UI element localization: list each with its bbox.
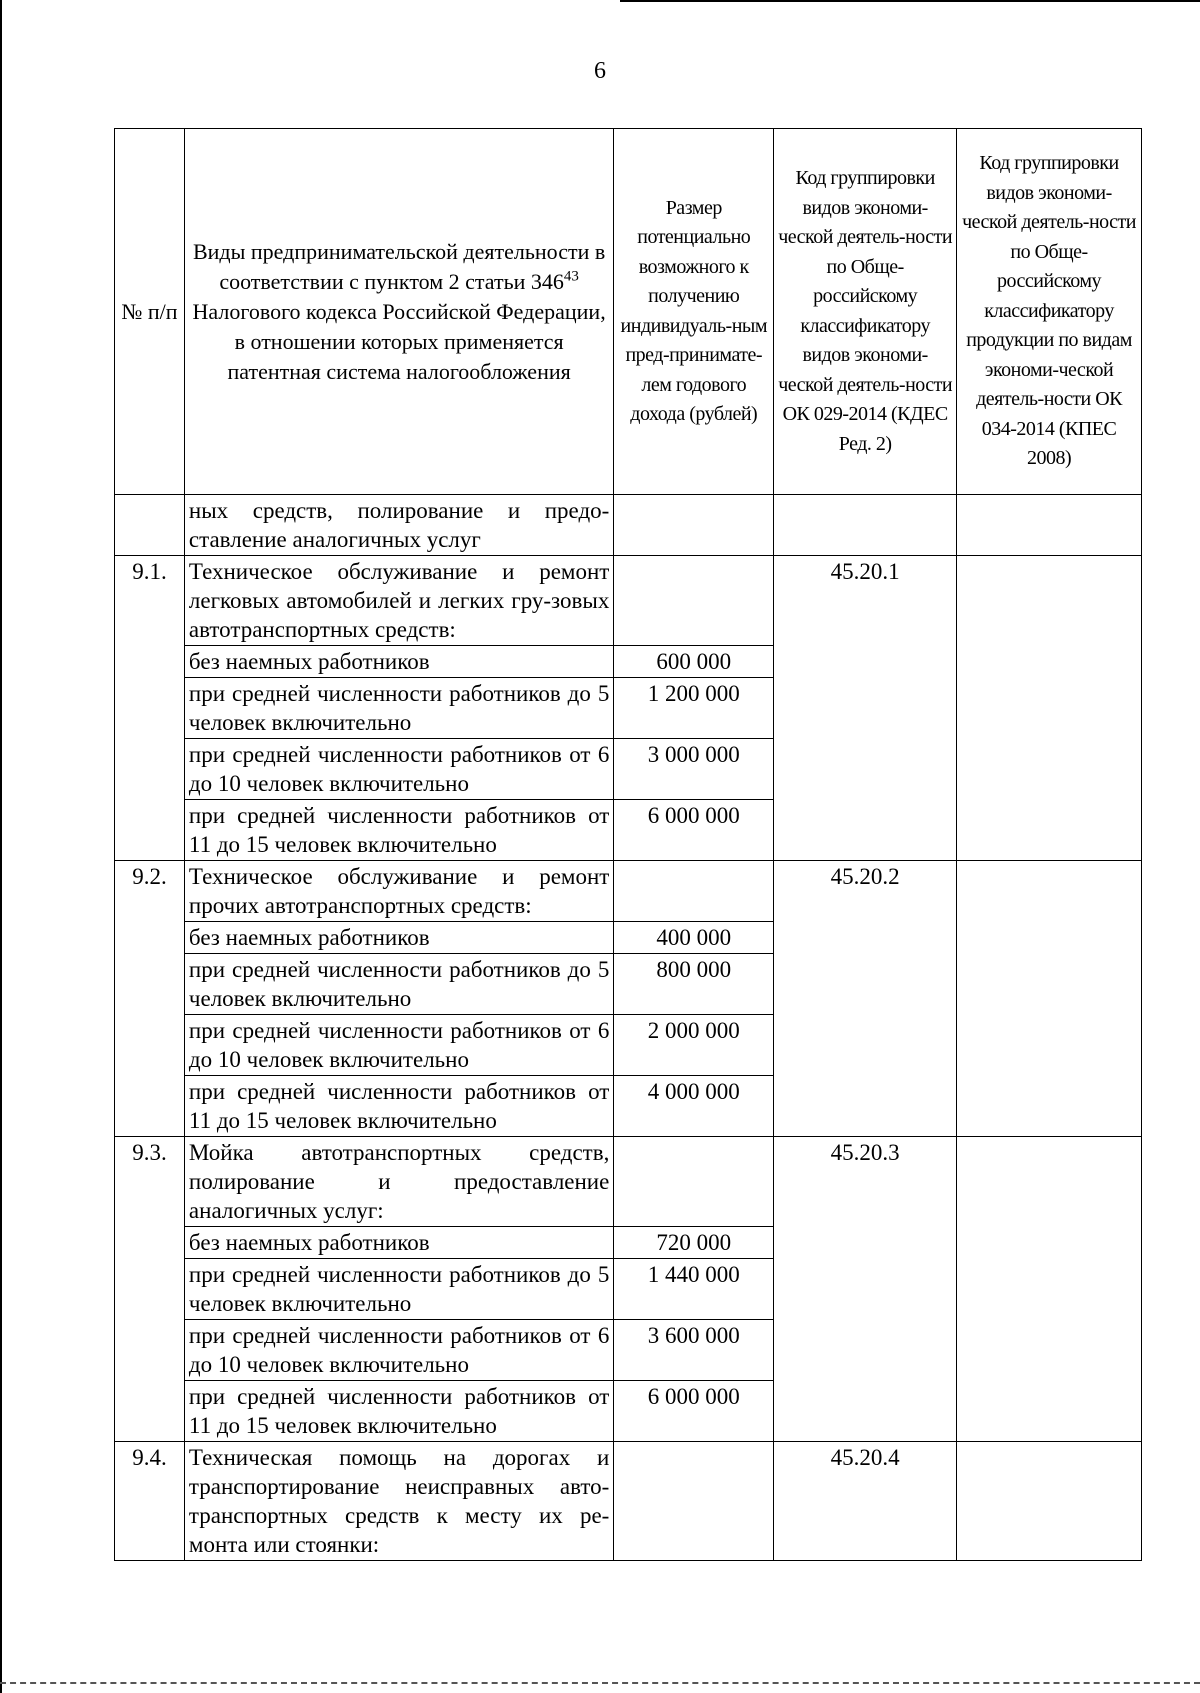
row-amount: 800 000	[614, 954, 774, 1015]
row-amount: 6 000 000	[614, 800, 774, 861]
row-condition: при средней численности работников от 6 до 10 человек включительно	[184, 739, 613, 800]
group-number: 9.3.	[115, 1137, 185, 1442]
okved-code: 45.20.3	[774, 1137, 957, 1442]
group-title-amount	[614, 556, 774, 646]
header-row	[115, 129, 1142, 495]
row-condition: без наемных работников	[184, 1227, 613, 1259]
continuation-amount	[614, 495, 774, 556]
continuation-num	[115, 495, 185, 556]
okpd-code	[957, 1137, 1142, 1442]
row-amount: 720 000	[614, 1227, 774, 1259]
header-activity	[184, 129, 613, 495]
continuation-okved	[774, 495, 957, 556]
continuation-text: ных средств, полирование и предо-ставление аналогичных услуг	[184, 495, 613, 556]
group-number: 9.1.	[115, 556, 185, 861]
group-title-amount	[614, 1442, 774, 1561]
okpd-code	[957, 556, 1142, 861]
header-activity-tail: Налогового кодекса Российской Федерации, в отношении которых применяется патентная система налогообложения	[192, 298, 606, 384]
continuation-okpd	[957, 495, 1142, 556]
row-amount: 600 000	[614, 646, 774, 678]
row-amount: 6 000 000	[614, 1381, 774, 1442]
okved-code: 45.20.4	[774, 1442, 957, 1561]
header-activity-text: Виды предпринимательской деятельности в соответствии с пунктом 2 статьи 346	[192, 238, 606, 294]
row-condition: при средней численности работников от 11 до 15 человек включительно	[184, 1381, 613, 1442]
header-okved-text: Код группировки видов экономи-ческой деятель-ности по Обще-российскому классификатору видов экономи-ческой деятель-ности ОК 029-2014 (КДЕС Ред. 2)	[778, 167, 953, 455]
page-number: 6	[594, 58, 606, 84]
tax-patent-table	[114, 128, 1142, 1561]
header-amount	[614, 129, 774, 495]
okpd-code	[957, 861, 1142, 1137]
table-body	[115, 495, 1142, 1561]
group-title-amount	[614, 1137, 774, 1227]
row-condition: при средней численности работников от 6 до 10 человек включительно	[184, 1320, 613, 1381]
table-row	[115, 1137, 1142, 1227]
header-okpd-text: Код группировки видов экономи-ческой деятель-ности по Обще-российскому классификатору продукции по видам экономи-ческой деятель-ности ОК 034-2014 (КПЕС 2008)	[962, 152, 1136, 470]
row-amount: 1 200 000	[614, 678, 774, 739]
table-row	[115, 1442, 1142, 1561]
row-condition: при средней численности работников до 5 человек включительно	[184, 1259, 613, 1320]
header-num	[115, 129, 185, 495]
scan-edge-left	[0, 0, 2, 1693]
group-title: Техническое обслуживание и ремонт прочих автотранспортных средств:	[184, 861, 613, 922]
header-okved	[774, 129, 957, 495]
row-amount: 2 000 000	[614, 1015, 774, 1076]
group-title: Техническое обслуживание и ремонт легковых автомобилей и легких гру-зовых автотранспортных средств:	[184, 556, 613, 646]
row-condition: без наемных работников	[184, 646, 613, 678]
header-amount-text: Размер потенциально возможного к получению индивидуаль-ным пред-принимате-лем годового дохода (рублей)	[620, 196, 767, 425]
group-number: 9.2.	[115, 861, 185, 1137]
okpd-code	[957, 1442, 1142, 1561]
row-amount: 400 000	[614, 922, 774, 954]
table-row	[115, 556, 1142, 646]
header-num-text: № п/п	[121, 299, 178, 324]
group-number: 9.4.	[115, 1442, 185, 1561]
okved-code: 45.20.2	[774, 861, 957, 1137]
row-condition: при средней численности работников от 11 до 15 человек включительно	[184, 800, 613, 861]
row-amount: 4 000 000	[614, 1076, 774, 1137]
header-okpd	[957, 129, 1142, 495]
scan-edge-bottom	[0, 1682, 1200, 1684]
row-amount: 3 000 000	[614, 739, 774, 800]
header-activity-sup: 43	[563, 268, 579, 285]
table-row	[115, 861, 1142, 922]
continuation-row	[115, 495, 1142, 556]
row-condition: без наемных работников	[184, 922, 613, 954]
group-title: Мойка автотранспортных средств, полирование и предоставление аналогичных услуг:	[184, 1137, 613, 1227]
row-condition: при средней численности работников до 5 человек включительно	[184, 954, 613, 1015]
group-title: Техническая помощь на дорогах и транспортирование неисправных авто-транспортных средств к месту их ре-монта или стоянки:	[184, 1442, 613, 1561]
row-amount: 1 440 000	[614, 1259, 774, 1320]
row-condition: при средней численности работников до 5 человек включительно	[184, 678, 613, 739]
group-title-amount	[614, 861, 774, 922]
row-amount: 3 600 000	[614, 1320, 774, 1381]
okved-code: 45.20.1	[774, 556, 957, 861]
scan-edge-top	[620, 0, 1200, 2]
row-condition: при средней численности работников от 11 до 15 человек включительно	[184, 1076, 613, 1137]
row-condition: при средней численности работников от 6 до 10 человек включительно	[184, 1015, 613, 1076]
